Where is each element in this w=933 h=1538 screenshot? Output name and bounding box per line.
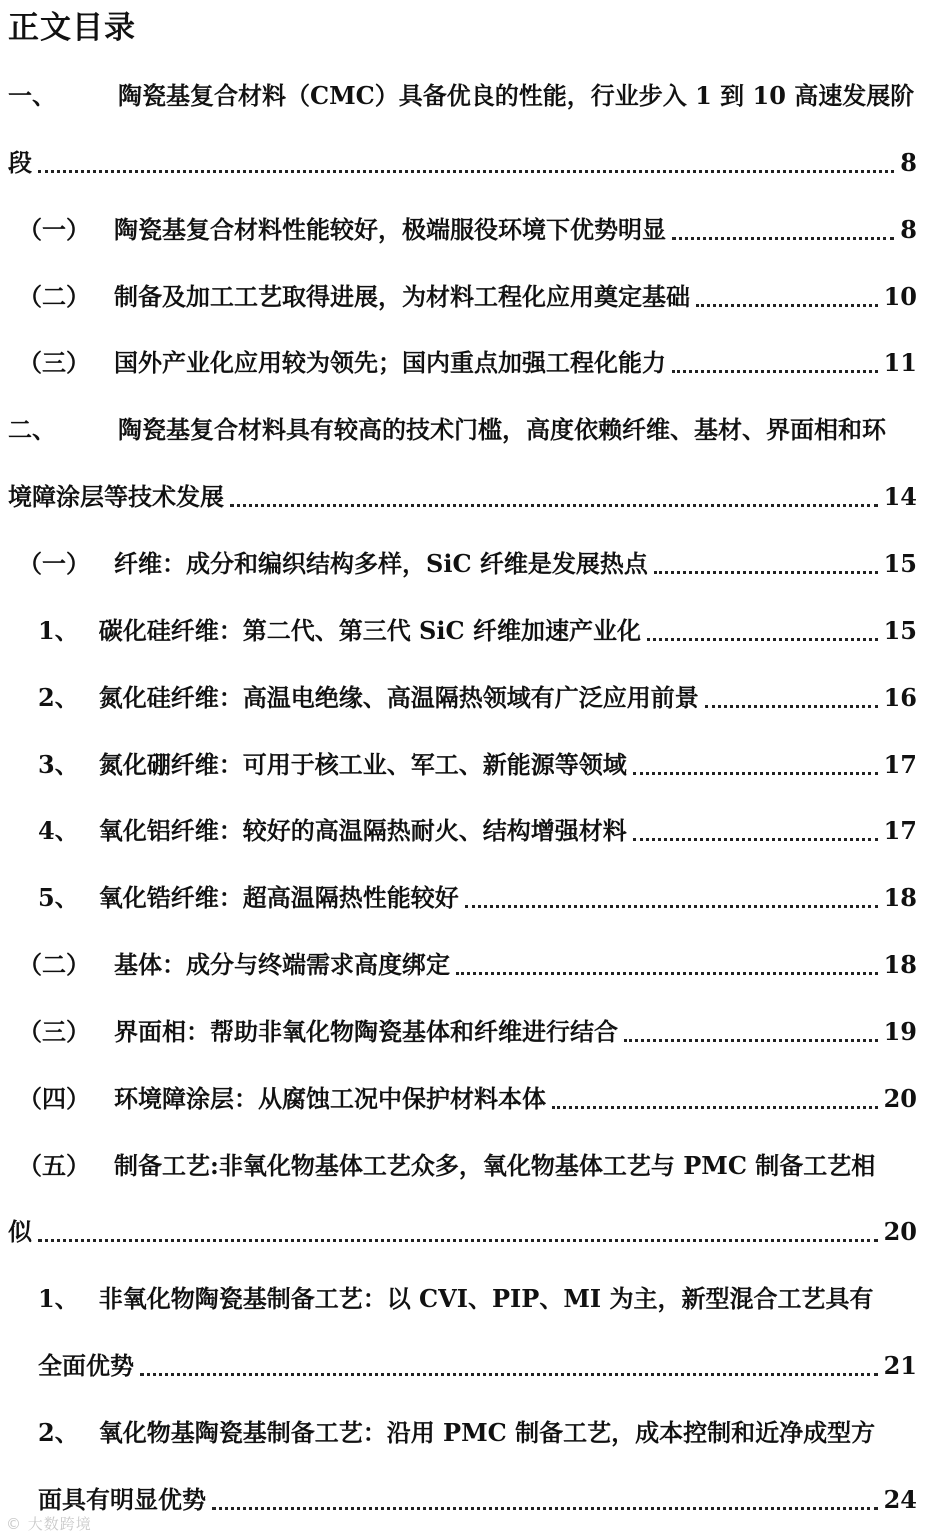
dot-leader [672,237,894,240]
toc-page-number: 14 [883,482,917,511]
toc-entry-number: 2、 [38,683,79,712]
toc-entry-number: 4、 [38,816,79,845]
dot-leader [633,838,878,841]
toc-entry-text: 制备及加工工艺取得进展，为材料工程化应用奠定基础 [114,282,690,311]
toc-entry-text: 国外产业化应用较为领先；国内重点加强工程化能力 [114,348,666,377]
toc-entry-text: 氧化铝纤维：较好的高温隔热耐火、结构增强材料 [98,816,627,845]
toc-page-number: 20 [883,1084,917,1113]
toc-entry-number: （三） [18,348,90,377]
watermark-logo-icon: © [6,1515,22,1533]
toc-entry-number: （二） [18,282,90,311]
toc-entry-number: （三） [18,1017,90,1046]
toc-entry-1-1[interactable] [18,210,917,250]
toc-page-number: 19 [883,1017,917,1046]
toc-entry-2-1[interactable] [18,544,917,584]
dot-leader [212,1507,878,1510]
toc-title: 正文目录 [8,10,136,46]
toc-page-number: 21 [883,1351,917,1380]
toc-entry-text: 氮化硼纤维：可用于核工业、军工、新能源等领域 [98,750,627,779]
toc-page-number: 15 [883,549,917,578]
dot-leader [705,705,878,708]
toc-page-number: 18 [883,950,917,979]
toc-entry-2-1-4[interactable] [38,811,917,851]
toc-page-number: 8 [900,148,917,177]
toc-entry-text: 制备工艺:非氧化物基体工艺众多，氧化物基体工艺与 PMC 制备工艺相 [114,1151,876,1180]
toc-entry-number: 2、 [38,1418,79,1447]
toc-entry-1-line-2[interactable] [8,143,917,183]
toc-entry-number: （一） [18,215,90,244]
toc-page-number: 20 [883,1217,917,1246]
watermark [6,1513,92,1534]
toc-entry-2-5-line-1[interactable] [18,1146,917,1186]
toc-page-number: 8 [900,215,917,244]
toc-entry-text: 面具有明显优势 [38,1485,206,1514]
toc-entry-text: 非氧化物陶瓷基制备工艺：以 CVI、PIP、MI 为主，新型混合工艺具有 [98,1284,874,1313]
toc-entry-text: 基体：成分与终端需求高度绑定 [114,950,450,979]
toc-entry-2-1-3[interactable] [38,745,917,785]
dot-leader [633,772,878,775]
dot-leader [654,571,878,574]
dot-leader [624,1039,878,1042]
toc-entry-number: 1、 [38,1284,79,1313]
toc-entry-number: 1、 [38,616,79,645]
toc-entry-text: 环境障涂层：从腐蚀工况中保护材料本体 [114,1084,546,1113]
toc-entry-text: 氧化物基陶瓷基制备工艺：沿用 PMC 制备工艺，成本控制和近净成型方 [98,1418,876,1447]
toc-entry-2-5-1-line-1[interactable] [38,1279,917,1319]
toc-entry-text: 陶瓷基复合材料（CMC）具备优良的性能，行业步入 1 到 10 高速发展阶 [118,81,915,110]
toc-page-number: 17 [883,816,917,845]
toc-entry-1-2[interactable] [18,277,917,317]
toc-page-number: 17 [883,750,917,779]
dot-leader [552,1106,878,1109]
toc-entry-2-line-2[interactable] [8,477,917,517]
dot-leader [456,972,878,975]
dot-leader [38,1239,878,1242]
toc-entry-text: 段 [8,148,32,177]
dot-leader [38,170,894,173]
toc-entry-text: 境障涂层等技术发展 [8,482,224,511]
toc-entry-2-2[interactable] [18,945,917,985]
dot-leader [465,905,878,908]
toc-entry-number: （二） [18,950,90,979]
toc-entry-text: 陶瓷基复合材料具有较高的技术门槛，高度依赖纤维、基材、界面相和环 [118,415,886,444]
toc-entry-2-3[interactable] [18,1012,917,1052]
toc-entry-number: （五） [18,1151,90,1180]
toc-entry-2-1-5[interactable] [38,878,917,918]
toc-entry-2-4[interactable] [18,1079,917,1119]
toc-page-number: 11 [883,348,917,377]
toc-entry-text: 似 [8,1217,32,1246]
toc-entry-1-line-1[interactable] [8,76,917,116]
dot-leader [696,304,878,307]
toc-entry-2-5-line-2[interactable] [8,1212,917,1252]
toc-entry-1-3[interactable] [18,343,917,383]
toc-page-number: 24 [883,1485,917,1514]
dot-leader [230,504,878,507]
toc-entry-text: 氮化硅纤维：高温电绝缘、高温隔热领域有广泛应用前景 [98,683,699,712]
toc-entry-2-5-1-line-2[interactable] [38,1346,917,1386]
toc-page-number: 15 [883,616,917,645]
toc-entry-text: 氧化锆纤维：超高温隔热性能较好 [98,883,459,912]
toc-entry-2-line-1[interactable] [8,410,917,450]
dot-leader [140,1373,878,1376]
toc-entry-number: 二、 [8,415,56,444]
toc-entry-text: 界面相：帮助非氧化物陶瓷基体和纤维进行结合 [114,1017,618,1046]
toc-entry-number: 3、 [38,750,79,779]
toc-entry-text: 纤维：成分和编织结构多样，SiC 纤维是发展热点 [114,549,648,578]
toc-entry-2-1-2[interactable] [38,678,917,718]
watermark-text: 大数跨境 [27,1515,92,1533]
toc-entry-2-5-2-line-1[interactable] [38,1413,917,1453]
toc-page-number: 10 [883,282,917,311]
toc-entry-number: （四） [18,1084,90,1113]
toc-entry-number: 5、 [38,883,79,912]
toc-page-number: 18 [883,883,917,912]
toc-page-number: 16 [883,683,917,712]
toc-entry-text: 全面优势 [38,1351,134,1380]
dot-leader [672,370,878,373]
toc-entry-text: 碳化硅纤维：第二代、第三代 SiC 纤维加速产业化 [98,616,641,645]
dot-leader [647,638,878,641]
toc-entry-number: （一） [18,549,90,578]
toc-entry-number: 一、 [8,81,56,110]
toc-entry-2-5-2-line-2[interactable] [38,1480,917,1520]
toc-entry-2-1-1[interactable] [38,611,917,651]
toc-entry-text: 陶瓷基复合材料性能较好，极端服役环境下优势明显 [114,215,666,244]
